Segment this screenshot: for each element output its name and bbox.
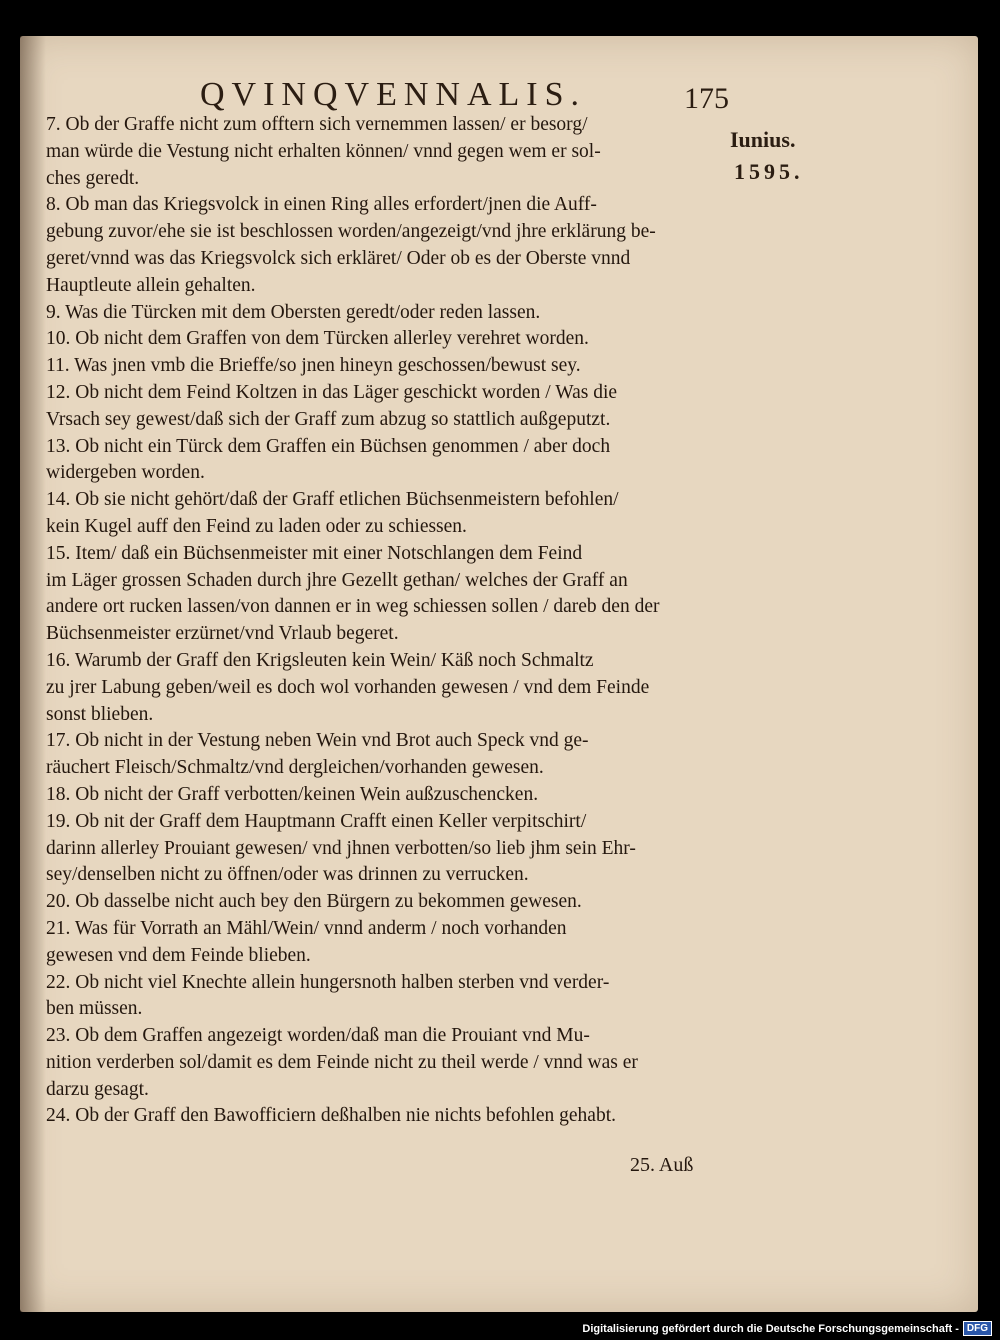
text-line: ches geredt.	[46, 167, 140, 189]
text-line: gewesen vnd dem Feinde blieben.	[46, 944, 311, 966]
text-line: 8. Ob man das Kriegsvolck in einen Ring alles erfordert/jnen die Auff-	[46, 194, 597, 216]
text-line: im Läger grossen Schaden durch jhre Gezellt gethan/ welches der Graff an	[46, 569, 628, 591]
text-line: 20. Ob dasselbe nicht auch bey den Bürgern zu bekommen gewesen.	[46, 891, 582, 913]
text-line: 22. Ob nicht viel Knechte allein hungersnoth halben sterben vnd verder-	[46, 971, 610, 993]
catchword: 25. Auß	[630, 1154, 694, 1176]
text-line: nition verderben sol/damit es dem Feinde nicht zu theil werde / vnnd was er	[46, 1051, 638, 1073]
text-line: ben müssen.	[46, 998, 143, 1020]
text-line: sonst blieben.	[46, 703, 154, 725]
text-line: sey/denselben nicht zu öffnen/oder was drinnen zu verrucken.	[46, 864, 529, 886]
text-line: 24. Ob der Graff den Bawofficiern deßhalben nie nichts befohlen gehabt.	[46, 1105, 617, 1127]
body-text	[46, 112, 736, 1130]
text-line: 11. Was jnen vmb die Brieffe/so jnen hineyn geschossen/bewust sey.	[46, 355, 581, 377]
running-head: QVINQVENNALIS.	[200, 76, 587, 113]
text-line: 9. Was die Türcken mit dem Obersten geredt/oder reden lassen.	[46, 301, 541, 323]
dfg-logo: DFG	[963, 1321, 992, 1336]
footer-credit	[582, 1321, 992, 1336]
text-line: 19. Ob nit der Graff dem Hauptmann Crafft einen Keller verpitschirt/	[46, 810, 587, 832]
footer-credit-text: Digitalisierung gefördert durch die Deutsche Forschungsgemeinschaft -	[582, 1322, 959, 1335]
text-line: Hauptleute allein gehalten.	[46, 274, 256, 296]
text-line: 17. Ob nicht in der Vestung neben Wein vnd Brot auch Speck vnd ge-	[46, 730, 589, 752]
text-line: 18. Ob nicht der Graff verbotten/keinen Wein außzuschencken.	[46, 783, 539, 805]
page-number: 175	[684, 82, 729, 115]
text-line: 21. Was für Vorrath an Mähl/Wein/ vnnd anderm / noch vorhanden	[46, 917, 567, 939]
margin-note	[730, 124, 840, 188]
text-line: Büchsenmeister erzürnet/vnd Vrlaub begeret.	[46, 623, 399, 645]
page-gutter-shadow	[20, 36, 46, 1312]
text-line: 23. Ob dem Graffen angezeigt worden/daß man die Prouiant vnd Mu-	[46, 1025, 590, 1047]
text-line: Vrsach sey gewest/daß sich der Graff zum abzug so stattlich außgeputzt.	[46, 408, 611, 430]
text-line: man würde die Vestung nicht erhalten können/ vnnd gegen wem er sol-	[46, 140, 601, 162]
text-line: darinn allerley Prouiant gewesen/ vnd jhnen verbotten/so lieb jhm sein Ehr-	[46, 837, 636, 859]
text-line: 12. Ob nicht dem Feind Koltzen in das Läger geschickt worden / Was die	[46, 381, 618, 403]
text-line: gebung zuvor/ehe sie ist beschlossen worden/angezeigt/vnd jhre erklärung be-	[46, 221, 656, 243]
margin-note-year: 1595.	[734, 159, 804, 184]
text-line: geret/vnnd was das Kriegsvolck sich erkläret/ Oder ob es der Oberste vnnd	[46, 247, 631, 269]
text-line: 14. Ob sie nicht gehört/daß der Graff etlichen Büchsenmeistern befohlen/	[46, 489, 619, 511]
text-line: 10. Ob nicht dem Graffen von dem Türcken allerley verehret worden.	[46, 328, 589, 350]
text-line: darzu gesagt.	[46, 1078, 149, 1100]
text-line: andere ort rucken lassen/von dannen er in weg schiessen sollen / dareb den der	[46, 596, 660, 618]
text-line: 13. Ob nicht ein Türck dem Graffen ein Büchsen genommen / aber doch	[46, 435, 611, 457]
text-line: widergeben worden.	[46, 462, 205, 484]
text-line: räuchert Fleisch/Schmaltz/vnd dergleichen/vorhanden gewesen.	[46, 757, 544, 779]
text-line: 7. Ob der Graffe nicht zum offtern sich vernemmen lassen/ er besorg/	[46, 114, 588, 135]
text-line: kein Kugel auff den Feind zu laden oder zu schiessen.	[46, 515, 467, 537]
text-line: 15. Item/ daß ein Büchsenmeister mit einer Notschlangen dem Feind	[46, 542, 583, 564]
text-line: zu jrer Labung geben/weil es doch wol vorhanden gewesen / vnd dem Feinde	[46, 676, 650, 698]
book-page	[20, 36, 978, 1312]
text-line: 16. Warumb der Graff den Krigsleuten kein Wein/ Käß noch Schmaltz	[46, 649, 594, 671]
margin-note-month: Iunius.	[730, 127, 796, 152]
